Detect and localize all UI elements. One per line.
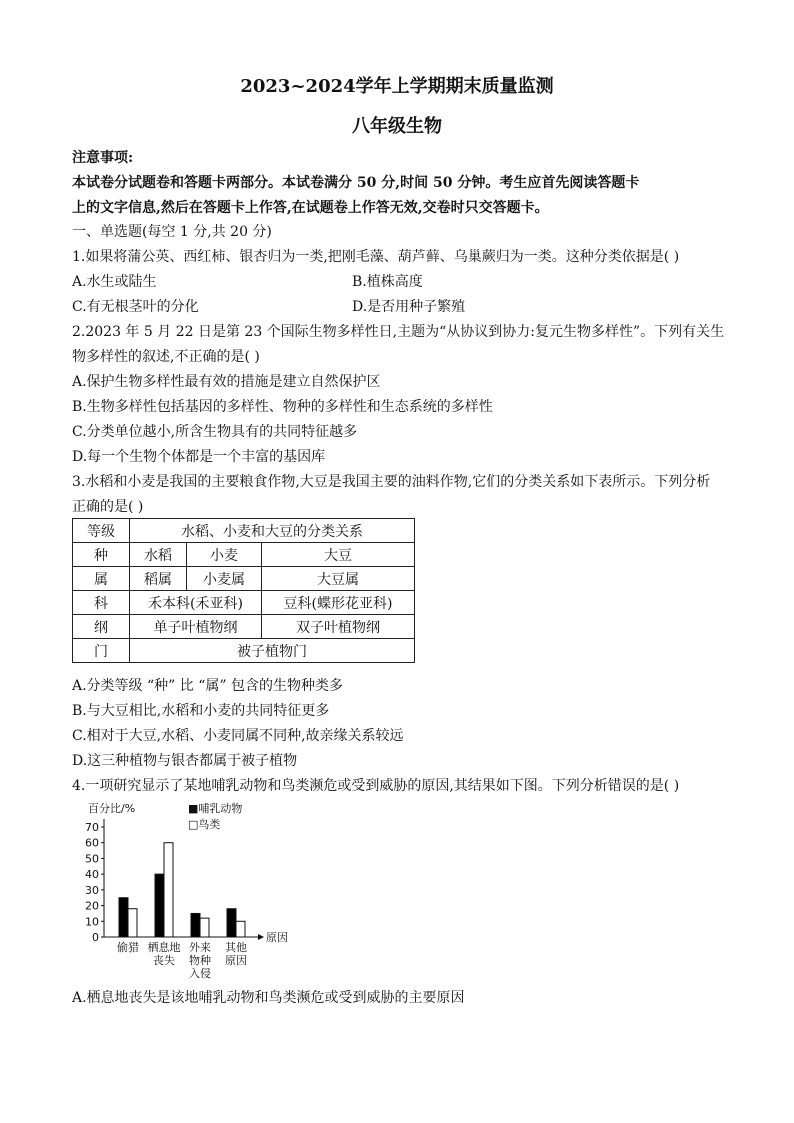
table-cell: 稻属	[130, 567, 187, 591]
q2-option-a: A.保护生物多样性最有效的措施是建立自然保护区	[72, 374, 381, 390]
q2-option-c: C.分类单位越小,所含生物具有的共同特征越多	[72, 424, 358, 440]
table-cell: 科	[73, 591, 130, 615]
table-row	[73, 567, 415, 591]
q1-option-a: A.水生或陆生	[72, 274, 157, 290]
table-cell: 门	[73, 639, 130, 663]
y-tick-label: 50	[85, 852, 99, 866]
table-cell: 被子植物门	[130, 639, 415, 663]
table-header-cell: 等级	[73, 519, 130, 543]
q4-stem: 4.一项研究显示了某地哺乳动物和鸟类濒危或受到威胁的原因,其结果如下图。下列分析错误的是( )	[72, 778, 680, 794]
table-row	[73, 615, 415, 639]
q4-option-a: A.栖息地丧失是该地哺乳动物和鸟类濒危或受到威胁的主要原因	[72, 990, 465, 1006]
y-tick-label: 40	[85, 868, 99, 882]
bar-bird	[236, 921, 245, 937]
q3-stem-2: 正确的是( )	[72, 499, 144, 515]
table-cell: 水稻	[130, 543, 187, 567]
q3-stem-1: 3.水稻和小麦是我国的主要粮食作物,大豆是我国主要的油料作物,它们的分类关系如下表所示。下列分析	[72, 474, 711, 490]
legend-mammal: ■哺乳动物	[188, 802, 243, 815]
q1-option-d: D.是否用种子繁殖	[352, 299, 466, 315]
bar-mammal	[119, 898, 128, 937]
q1-option-c: C.有无根茎叶的分化	[72, 299, 199, 315]
q1-stem: 1.如果将蒲公英、西红柿、银杏归为一类,把刚毛藻、葫芦藓、乌巢蕨归为一类。这种分类依据是( )	[72, 249, 680, 265]
y-tick-label: 0	[92, 931, 99, 944]
q2-option-d: D.每一个生物个体都是一个丰富的基因库	[72, 449, 326, 465]
y-axis-label: 百分比/%	[88, 802, 136, 815]
notice-line-1: 本试卷分试题卷和答题卡两部分。本试卷满分 50 分,时间 50 分钟。考生应首先阅读答题卡	[72, 175, 640, 191]
q3-option-c: C.相对于大豆,水稻、小麦同属不同种,故亲缘关系较远	[72, 728, 404, 744]
bar-bird	[164, 843, 173, 937]
x-tick-label: 栖息地	[147, 941, 181, 954]
table-cell: 大豆	[262, 543, 415, 567]
bar-bird	[200, 918, 209, 937]
table-row	[73, 543, 415, 567]
y-tick-label: 10	[85, 915, 99, 929]
q2-option-b: B.生物多样性包括基因的多样性、物种的多样性和生态系统的多样性	[72, 399, 493, 415]
y-tick-label: 20	[85, 899, 99, 913]
q2-stem-2: 物多样性的叙述,不正确的是( )	[72, 349, 260, 365]
table-cell: 豆科(蝶形花亚科)	[262, 591, 415, 615]
notice-line-2: 上的文字信息,然后在答题卡上作答,在试题卷上作答无效,交卷时只交答题卡。	[72, 200, 549, 216]
classification-table	[72, 518, 415, 663]
table-cell: 单子叶植物纲	[130, 615, 262, 639]
y-tick-label: 60	[85, 836, 99, 850]
bar-mammal	[227, 909, 236, 937]
q3-option-a: A.分类等级 “种” 比 “属” 包含的生物种类多	[72, 678, 343, 694]
bar-mammal	[155, 874, 164, 937]
legend-bird: □鸟类	[188, 818, 221, 831]
x-tick-label: 原因	[225, 954, 247, 967]
x-tick-label: 偷猎	[117, 941, 139, 954]
q1-option-b: B.植株高度	[352, 274, 423, 290]
table-cell: 大豆属	[262, 567, 415, 591]
x-axis-label: 原因	[266, 931, 288, 944]
bar-mammal	[191, 913, 200, 937]
table-row	[73, 519, 415, 543]
x-axis-arrow	[258, 934, 264, 940]
x-tick-label: 其他	[225, 941, 247, 954]
table-cell: 双子叶植物纲	[262, 615, 415, 639]
table-cell: 种	[73, 543, 130, 567]
notice-heading: 注意事项:	[72, 150, 134, 166]
y-tick-label: 70	[85, 821, 99, 834]
q2-stem-1: 2.2023 年 5 月 22 日是第 23 个国际生物多样性日,主题为“从协议到协力:复元生物多样性”。下列有关生	[72, 324, 725, 340]
table-cell: 小麦属	[187, 567, 262, 591]
table-row	[73, 639, 415, 663]
q3-option-d: D.这三种植物与银杏都属于被子植物	[72, 753, 298, 769]
threat-causes-bar-chart	[72, 798, 302, 982]
table-cell: 属	[73, 567, 130, 591]
table-cell: 纲	[73, 615, 130, 639]
bar-bird	[128, 909, 137, 937]
table-header-cell: 水稻、小麦和大豆的分类关系	[130, 519, 415, 543]
table-cell: 禾本科(禾亚科)	[130, 591, 262, 615]
table-cell: 小麦	[187, 543, 262, 567]
q3-option-b: B.与大豆相比,水稻和小麦的共同特征更多	[72, 703, 330, 719]
x-tick-label: 物种	[189, 954, 211, 967]
exam-subject: 八年级生物	[352, 116, 442, 137]
y-tick-label: 30	[85, 883, 99, 897]
x-tick-label: 外来	[189, 941, 211, 954]
exam-title: 2023~2024学年上学期期末质量监测	[240, 76, 554, 97]
x-tick-label: 入侵	[189, 967, 211, 980]
section-heading: 一、单选题(每空 1 分,共 20 分)	[72, 224, 272, 240]
table-row	[73, 591, 415, 615]
x-tick-label: 丧失	[153, 954, 175, 967]
